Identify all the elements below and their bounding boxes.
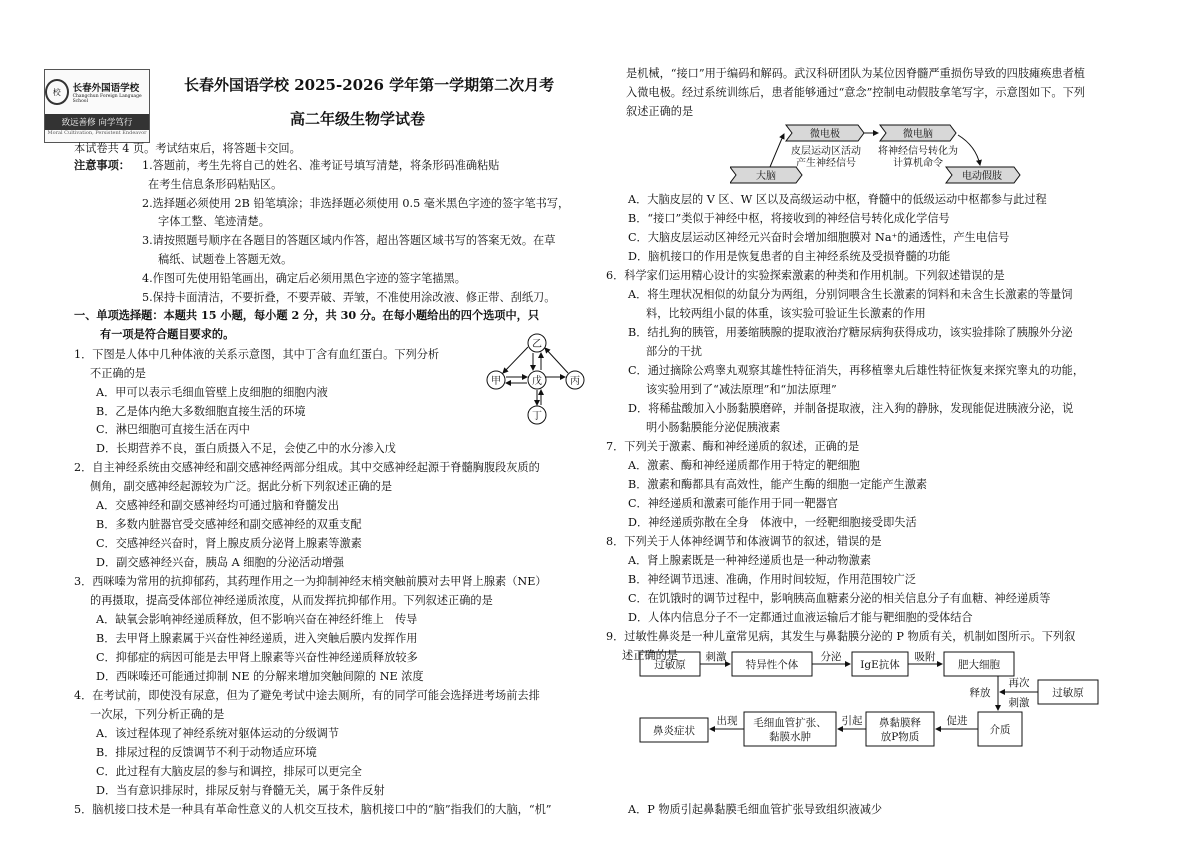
- q1-node-bing: 丙: [570, 376, 580, 387]
- exam-subtitle: 高二年级生物学试卷: [290, 110, 426, 128]
- exam-intro: 本试卷共 4 页。考试结束后，将答题卡交回。: [74, 142, 301, 155]
- q4-option-b: B．排尿过程的反馈调节不利于动物适应环境: [96, 746, 317, 759]
- q1-option-d: D．长期营养不良，蛋白质摄入不足，会使乙中的水分渗入戊: [96, 442, 396, 455]
- school-logo: [44, 69, 150, 143]
- q5-stem: 入微电极。经过系统训练后，患者能够通过“意念”控制电动假肢拿笔写字，示意图如下。下列: [626, 86, 1085, 99]
- logo-en: Changchun Foreign Language School: [72, 94, 142, 104]
- q6-option-b: B．结扎狗的胰管，用萎缩胰腺的提取液治疗糖尿病狗获得成功，该实验排除了胰腺外分泌: [628, 326, 1073, 339]
- q9-box-allergen-2: 过敏原: [1052, 687, 1084, 699]
- q5-note: 将神经信号转化为: [878, 146, 958, 157]
- q3-option-a: A．缺氧会影响神经递质释放，但不影响兴奋在神经纤维上 传导: [96, 613, 418, 626]
- logo-motto-en: Moral Cultivation, Persistent Endeavor: [47, 130, 147, 136]
- logo-motto: 致远善修 向学笃行: [45, 114, 149, 130]
- q9-arrow-label: 再次: [1008, 677, 1030, 689]
- q9-box-capillary: 毛细血管扩张、: [753, 717, 827, 729]
- q4-stem: 4．在考试前，即使没有尿意，但为了避免考试中途去厕所，有的同学可能会选择进考场前去排: [74, 689, 540, 702]
- q5-node-brain: 大脑: [756, 171, 776, 182]
- q9-box-individual: 特异性个体: [745, 659, 799, 671]
- school-seal-icon: 校: [45, 79, 69, 105]
- q7-stem: 7．下列关于激素、酶和神经递质的叙述，正确的是: [606, 440, 860, 453]
- q6-option-a: 料，比较两组小鼠的体重，该实验可验证生长激素的作用: [646, 307, 926, 320]
- q3-stem: 的再摄取，提高受体部位神经递质浓度，从而发挥抗抑郁作用。下列叙述正确的是: [90, 594, 493, 607]
- note-line: 稿纸、试题卷上答题无效。: [158, 253, 293, 266]
- q9-box-p-substance: 鼻黏膜释: [879, 717, 921, 729]
- q3-option-c: C．抑郁症的病因可能是去甲肾上腺素等兴奋性神经递质释放较多: [96, 651, 418, 664]
- note-line: 字体工整、笔迹清楚。: [158, 215, 270, 228]
- q8-option-c: C．在饥饿时的调节过程中，影响胰高血糖素分泌的相关信息分子有血糖、神经递质等: [628, 592, 1051, 605]
- q9-stem: 述正确的是: [622, 649, 678, 662]
- q1-option-a: A．甲可以表示毛细血管壁上皮细胞的细胞内液: [96, 386, 328, 399]
- q5-stem: 5．脑机接口技术是一种具有革命性意义的人机交互技术，脑机接口中的“脑”指我们的大脑，“机”: [74, 803, 552, 816]
- note-line: 3.请按照题号顺序在各题目的答题区域内作答，超出答题区域书写的答案无效。在草: [142, 234, 556, 247]
- q9-box-capillary: 黏膜水肿: [769, 731, 811, 743]
- q5-bci-diagram: [730, 124, 1030, 190]
- q5-option-c: C．大脑皮层运动区神经元兴奋时会增加细胞膜对 Na⁺的通透性，产生电信号: [628, 231, 1010, 244]
- q4-option-c: C．此过程有大脑皮层的参与和调控，排尿可以更完全: [96, 765, 362, 778]
- q8-option-a: A．肾上腺素既是一种神经递质也是一种动物激素: [628, 554, 872, 567]
- q4-option-d: D．当有意识排尿时，排尿反射与脊髓无关，属于条件反射: [96, 784, 385, 797]
- q6-option-c: C．通过摘除公鸡睾丸观察其雄性特征消失，再移植睾丸后雄性特征恢复来探究睾丸的功能，: [628, 364, 1085, 377]
- note-line: 4.作图可先使用铅笔画出，确定后必须用黑色字迹的签字笔描黑。: [142, 272, 466, 285]
- q3-option-b: B．去甲肾上腺素属于兴奋性神经递质，进入突触后膜内发挥作用: [96, 632, 418, 645]
- q9-box-p-substance: 放P物质: [880, 731, 920, 743]
- q8-option-d: D．人体内信息分子不一定都通过血液运输后才能与靶细胞的受体结合: [628, 611, 973, 624]
- q1-stem: 不正确的是: [90, 367, 146, 380]
- q1-stem: 1．下图是人体中几种体液的关系示意图，其中丁含有血红蛋白。下列分析: [74, 348, 440, 361]
- q6-option-c: 该实验用到了“减法原理”和“加法原理”: [646, 383, 837, 396]
- q9-arrow-label: 促进: [946, 715, 968, 727]
- q6-option-b: 部分的干扰: [646, 345, 702, 358]
- q1-node-yi: 乙: [532, 339, 542, 350]
- q1-fluid-diagram: [480, 333, 590, 425]
- note-line: 2.选择题必须使用 2B 铅笔填涂；非选择题必须使用 0.5 毫米黑色字迹的签字笔书写，: [142, 197, 570, 210]
- q9-stem: 9．过敏性鼻炎是一种儿童常见病，其发生与鼻黏膜分泌的 P 物质有关，机制如图所示。下列叙: [606, 630, 1076, 643]
- q5-node-microcomputer: 微电脑: [903, 129, 933, 140]
- q5-note: 皮层运动区活动: [791, 146, 861, 157]
- q1-node-jia: 甲: [491, 376, 501, 387]
- q2-option-c: C．交感神经兴奋时，肾上腺皮质分泌肾上腺素等激素: [96, 537, 362, 550]
- q9-arrow-label: 引起: [841, 715, 863, 727]
- q9-option-a: A．P 物质引起鼻黏膜毛细血管扩张导致组织液减少: [628, 803, 883, 816]
- q9-arrow-label: 吸附: [914, 651, 936, 663]
- logo-cn: 长春外国语学校: [72, 83, 140, 94]
- q9-arrow-label: 分泌: [820, 651, 842, 663]
- q9-box-symptom: 鼻炎症状: [653, 725, 695, 737]
- q9-arrow-label: 出现: [716, 715, 738, 727]
- q9-arrow-label: 刺激: [1008, 697, 1030, 709]
- q5-option-d: D．脑机接口的作用是恢复患者的自主神经系统及受损脊髓的功能: [628, 250, 951, 263]
- q6-option-d: 明小肠黏膜能分泌促胰液素: [646, 421, 781, 434]
- notes-label: 注意事项：: [74, 158, 130, 172]
- q5-note: 计算机命令: [893, 158, 943, 169]
- section-heading: 有一项是符合题目要求的。: [100, 327, 235, 341]
- note-line: 1.答题前，考生先将自己的姓名、准考证号填写清楚，将条形码准确粘贴: [142, 159, 500, 172]
- q7-option-d: D．神经递质弥散在全身 体液中，一经靶细胞接受即失活: [628, 516, 917, 529]
- q2-option-d: D．副交感神经兴奋，胰岛 A 细胞的分泌活动增强: [96, 556, 344, 569]
- q4-stem: 一次尿，下列分析正确的是: [90, 708, 225, 721]
- q9-arrow-label: 释放: [969, 687, 991, 699]
- q4-option-a: A．该过程体现了神经系统对躯体运动的分级调节: [96, 727, 340, 740]
- q3-option-d: D．西咪嗪还可能通过抑制 NE 的分解来增加突触间隙的 NE 浓度: [96, 670, 424, 683]
- q2-option-b: B．多数内脏器官受交感神经和副交感神经的双重支配: [96, 518, 362, 531]
- q1-node-wu: 戊: [532, 376, 542, 387]
- q7-option-b: B．激素和酶都具有高效性，能产生酶的细胞一定能产生激素: [628, 478, 928, 491]
- q8-stem: 8．下列关于人体神经调节和体液调节的叙述，错误的是: [606, 535, 882, 548]
- note-line: 在考生信息条形码粘贴区。: [148, 178, 283, 191]
- q5-option-a: A．大脑皮层的 V 区、W 区以及高级运动中枢，脊髓中的低级运动中枢都参与此过程: [628, 193, 1047, 206]
- q7-option-a: A．激素、酶和神经递质都作用于特定的靶细胞: [628, 459, 860, 472]
- q5-node-microelectrode: 微电极: [810, 129, 840, 140]
- exam-title: 长春外国语学校 2025-2026 学年第一学期第二次月考: [184, 76, 555, 94]
- q2-stem: 侧角，副交感神经起源较为广泛。据此分析下列叙述正确的是: [90, 480, 393, 493]
- q1-option-c: C．淋巴细胞可直接生活在丙中: [96, 423, 250, 436]
- q5-option-b: B．“接口”类似于神经中枢，将接收到的神经信号转化成化学信号: [628, 212, 950, 225]
- q3-stem: 3．西咪嗪为常用的抗抑郁药，其药理作用之一为抑制神经末梢突触前膜对去甲肾上腺素（NE）: [74, 575, 547, 588]
- q9-arrow-label: 刺激: [705, 651, 727, 663]
- q1-option-b: B．乙是体内绝大多数细胞直接生活的环境: [96, 405, 306, 418]
- q9-box-ige: IgE抗体: [860, 659, 900, 671]
- q7-option-c: C．神经递质和激素可能作用于同一靶器官: [628, 497, 838, 510]
- q9-allergy-diagram: [638, 648, 1100, 798]
- section-heading: 一、单项选择题：本题共 15 小题，每小题 2 分，共 30 分。在每小题给出的四个选项中，只: [74, 308, 540, 322]
- q5-node-prosthetic: 电动假肢: [962, 171, 1002, 182]
- q1-node-ding: 丁: [532, 411, 542, 422]
- note-line: 5.保持卡面清洁，不要折叠，不要弄破、弄皱，不准使用涂改液、修正带、刮纸刀。: [142, 291, 556, 304]
- q5-stem: 叙述正确的是: [626, 105, 694, 118]
- q6-option-a: A．将生理状况相似的幼鼠分为两组，分别饲喂含生长激素的饲料和未含生长激素的等量饲: [628, 288, 1073, 301]
- q9-box-allergen: 过敏原: [654, 659, 686, 671]
- q9-box-mediator: 介质: [989, 724, 1011, 736]
- q8-option-b: B．神经调节迅速、准确，作用时间较短，作用范围较广泛: [628, 573, 916, 586]
- q5-stem: 是机械，“接口”用于编码和解码。武汉科研团队为某位因脊髓严重损伤导致的四肢瘫痪患者植: [626, 67, 1085, 80]
- q6-stem: 6．科学家们运用精心设计的实验探索激素的种类和作用机制。下列叙述错误的是: [606, 269, 1005, 282]
- q6-option-d: D．将稀盐酸加入小肠黏膜磨碎，并制备提取液，注入狗的静脉，发现能促进胰液分泌，说: [628, 402, 1074, 415]
- q9-box-mast-cell: 肥大细胞: [958, 659, 1000, 671]
- q2-stem: 2．自主神经系统由交感神经和副交感神经两部分组成。其中交感神经起源于脊髓胸腹段灰质的: [74, 461, 540, 474]
- q2-option-a: A．交感神经和副交感神经均可通过脑和脊髓发出: [96, 499, 340, 512]
- q5-note: 产生神经信号: [796, 158, 856, 169]
